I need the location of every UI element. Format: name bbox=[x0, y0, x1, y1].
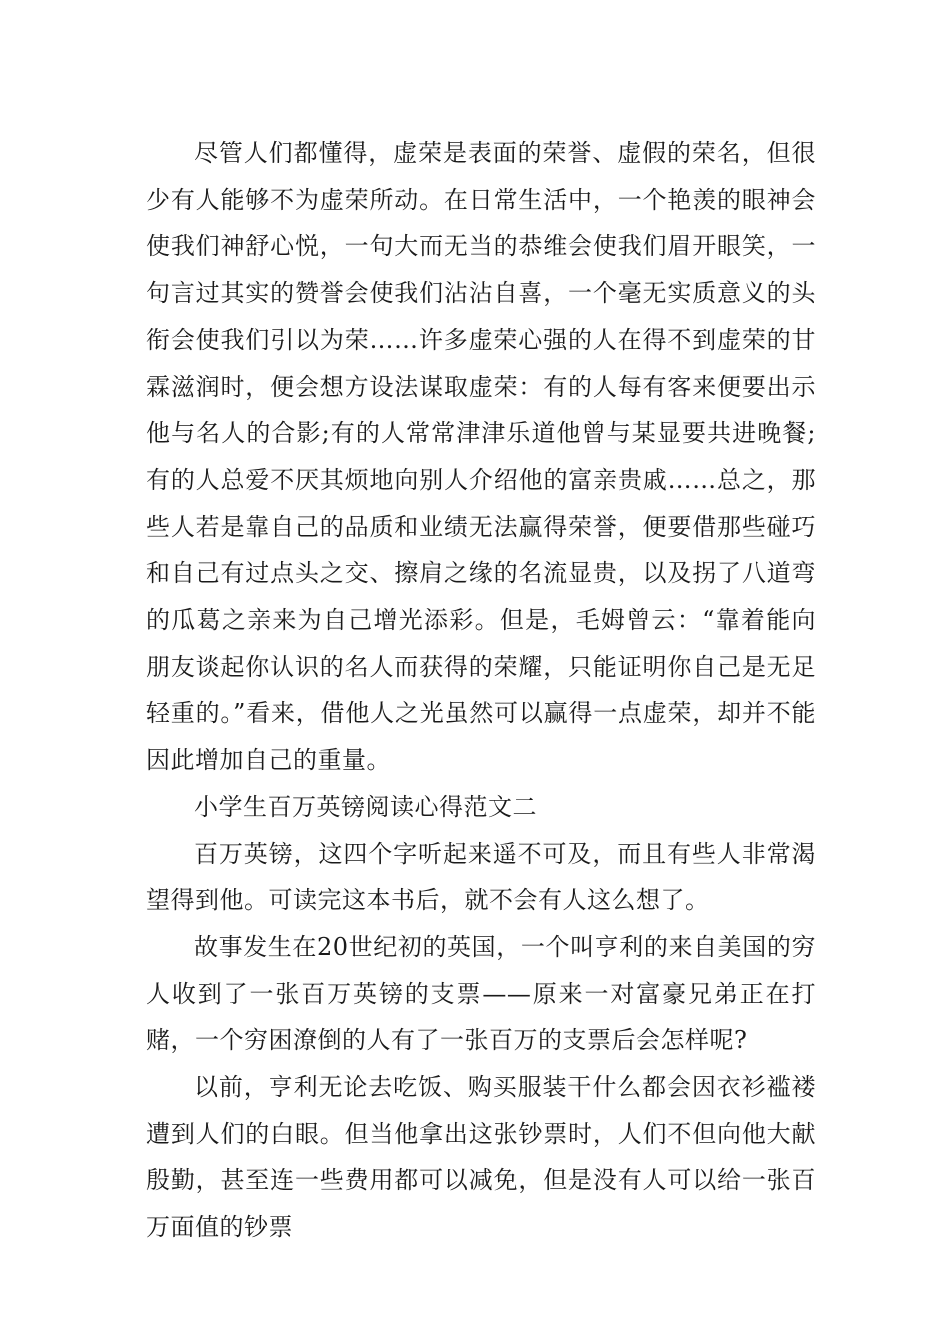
paragraph-vanity-essay: 尽管人们都懂得，虚荣是表面的荣誉、虚假的荣名，但很少有人能够不为虚荣所动。在日常生活中，一个艳羡的眼神会使我们神舒心悦，一句大而无当的恭维会使我们眉开眼笑，一句言过其实的赞誉会使我们沾沾自喜，一个毫无实质意义的头衔会使我们引以为荣……许多虚荣心强的人在得不到虚荣的甘霖滋润时，便会想方设法谋取虚荣：有的人每有客来便要出示他与名人的合影;有的人常常津津乐道他曾与某显要共进晚餐;有的人总爱不厌其烦地向别人介绍他的富亲贵戚……总之，那些人若是靠自己的品质和业绩无法赢得荣誉，便要借那些碰巧和自己有过点头之交、擦肩之缘的名流显贵，以及拐了八道弯的瓜葛之亲来为自己增光添彩。但是，毛姆曾云：“靠着能向朋友谈起你认识的名人而获得的荣耀，只能证明你自己是无足轻重的。”看来，借他人之光虽然可以赢得一点虚荣，却并不能因此增加自己的重量。 bbox=[146, 139, 816, 775]
document-body bbox=[146, 130, 816, 1251]
paragraph-intro: 百万英镑，这四个字听起来遥不可及，而且有些人非常渴望得到他。可读完这本书后，就不会有人这么想了。 bbox=[146, 839, 816, 915]
paragraph-story-setup: 故事发生在20世纪初的英国，一个叫亨利的来自美国的穷人收到了一张百万英镑的支票——原来一对富豪兄弟正在打赌，一个穷困潦倒的人有了一张百万的支票后会怎样呢? bbox=[146, 932, 816, 1055]
section-heading: 小学生百万英镑阅读心得范文二 bbox=[194, 792, 537, 821]
paragraph-henry-experience: 以前，亨利无论去吃饭、购买服装干什么都会因衣衫褴褛遭到人们的白眼。但当他拿出这张钞票时，人们不但向他大献殷勤，甚至连一些费用都可以减免，但是没有人可以给一张百万面值的钞票 bbox=[146, 1073, 816, 1242]
